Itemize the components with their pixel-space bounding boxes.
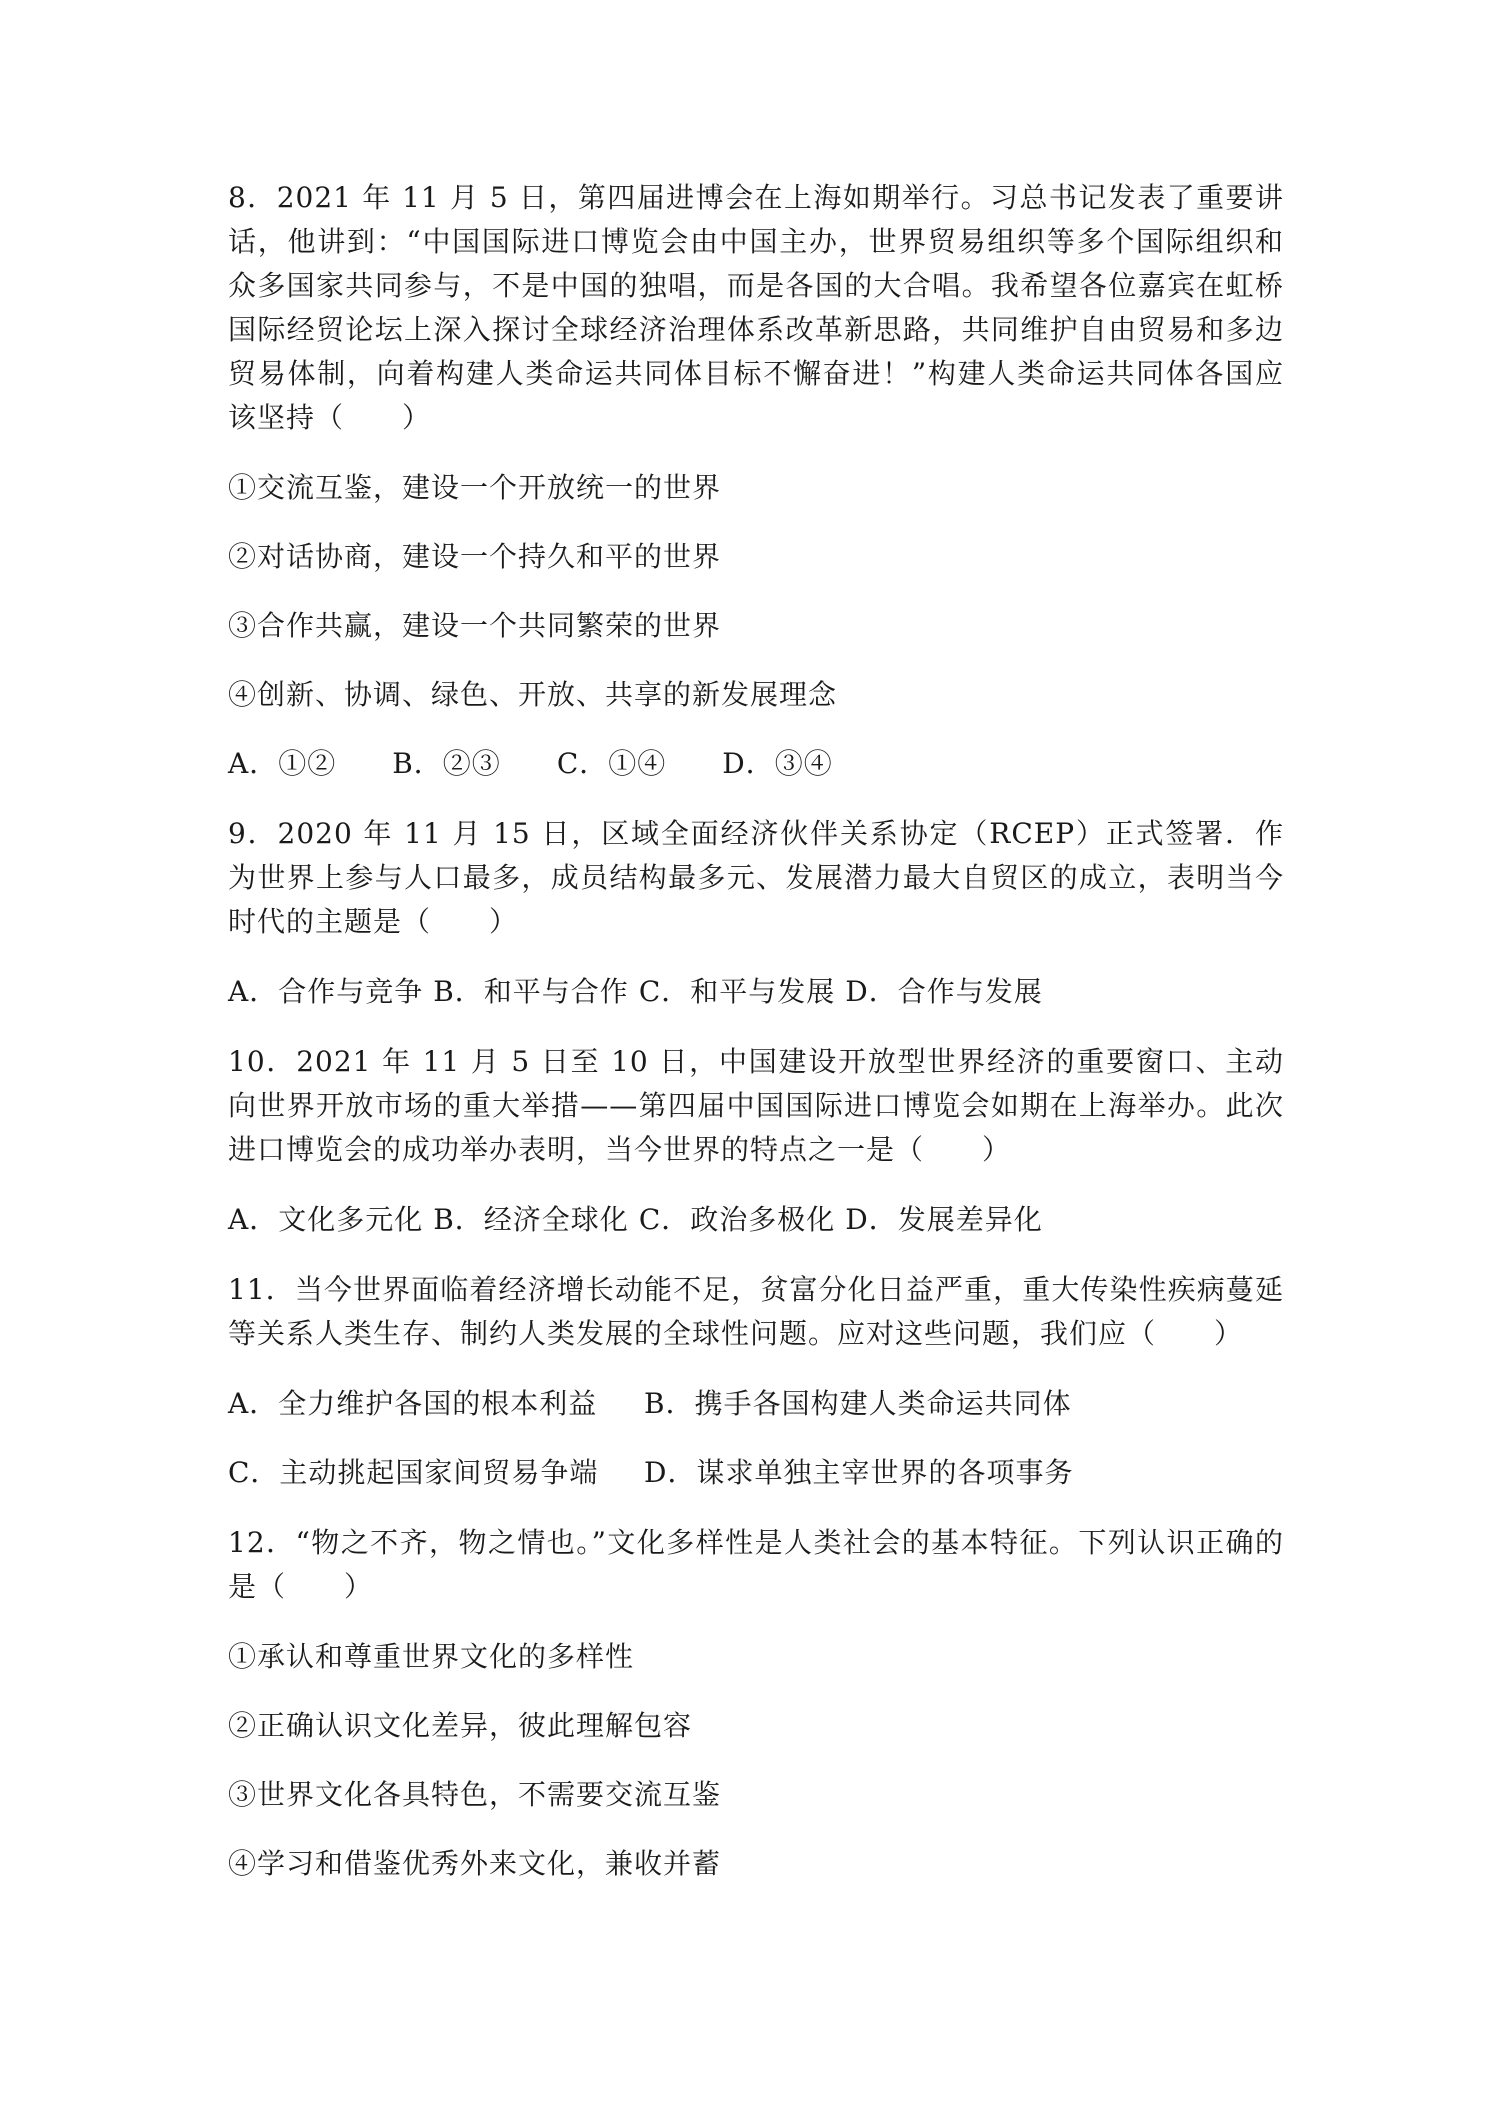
option-c[interactable]: C．和平与发展 [638, 975, 836, 1008]
question-stem: 11．当今世界面临着经济增长动能不足，贫富分化日益严重，重大传染性疾病蔓延等关系人类生存、制约人类发展的全球性问题。应对这些问题，我们应（ ） [228, 1273, 1284, 1350]
option-d[interactable]: D．③④ [722, 747, 833, 780]
option-b[interactable]: B．②③ [392, 747, 501, 780]
answer-options-row-2 [228, 1451, 1284, 1495]
option-a[interactable]: A．文化多元化 [228, 1203, 424, 1236]
option-d[interactable]: D．谋求单独主宰世界的各项事务 [644, 1456, 1074, 1489]
option-d[interactable]: D．发展差异化 [845, 1203, 1043, 1236]
answer-options-row-1 [228, 1382, 1284, 1426]
question-9 [228, 812, 1284, 1014]
question-11 [228, 1268, 1284, 1495]
answer-options [228, 742, 1284, 786]
option-a[interactable]: A．①② [228, 747, 337, 780]
statement: ①交流互鉴，建设一个开放统一的世界 [228, 471, 722, 504]
question-stem: 10．2021 年 11 月 5 日至 10 日，中国建设开放型世界经济的重要窗口、主动向世界开放市场的重大举措——第四届中国国际进口博览会如期在上海举办。此次进口博览会的成功举办表明，当今世界的特点之一是（ ） [228, 1045, 1284, 1166]
answer-options [228, 970, 1284, 1014]
option-a[interactable]: A．合作与竞争 [228, 975, 424, 1008]
statement: ②正确认识文化差异，彼此理解包容 [228, 1709, 693, 1742]
option-b[interactable]: B．携手各国构建人类命运共同体 [644, 1387, 1072, 1420]
option-b[interactable]: B．经济全球化 [433, 1203, 629, 1236]
option-a[interactable]: A．全力维护各国的根本利益 [228, 1387, 598, 1420]
option-c[interactable]: C．主动挑起国家间贸易争端 [228, 1456, 599, 1489]
statement: ④创新、协调、绿色、开放、共享的新发展理念 [228, 678, 838, 711]
exam-page [228, 176, 1284, 1886]
statement: ②对话协商，建设一个持久和平的世界 [228, 540, 722, 573]
option-c[interactable]: C．①④ [556, 747, 667, 780]
question-stem: 9．2020 年 11 月 15 日，区域全面经济伙伴关系协定（RCEP）正式签署．作为世界上参与人口最多，成员结构最多元、发展潜力最大自贸区的成立，表明当今时代的主题是（ ） [228, 817, 1284, 938]
question-stem: 12．“物之不齐，物之情也。”文化多样性是人类社会的基本特征。下列认识正确的是（ ） [228, 1526, 1284, 1603]
question-12 [228, 1521, 1284, 1886]
option-b[interactable]: B．和平与合作 [433, 975, 629, 1008]
statement: ④学习和借鉴优秀外来文化，兼收并蓄 [228, 1847, 722, 1880]
answer-options [228, 1198, 1284, 1242]
question-8 [228, 176, 1284, 786]
option-c[interactable]: C．政治多极化 [638, 1203, 836, 1236]
question-stem: 8．2021 年 11 月 5 日，第四届进博会在上海如期举行。习总书记发表了重要讲话，他讲到：“中国国际进口博览会由中国主办，世界贸易组织等多个国际组织和众多国家共同参与，不是中国的独唱，而是各国的大合唱。我希望各位嘉宾在虹桥国际经贸论坛上深入探讨全球经济治理体系改革新思路，共同维护自由贸易和多边贸易体制，向着构建人类命运共同体目标不懈奋进！”构建人类命运共同体各国应该坚持（ ） [228, 181, 1284, 434]
question-10 [228, 1040, 1284, 1242]
option-d[interactable]: D．合作与发展 [845, 975, 1043, 1008]
statement: ③世界文化各具特色，不需要交流互鉴 [228, 1778, 722, 1811]
statement: ①承认和尊重世界文化的多样性 [228, 1640, 635, 1673]
statement: ③合作共赢，建设一个共同繁荣的世界 [228, 609, 722, 642]
